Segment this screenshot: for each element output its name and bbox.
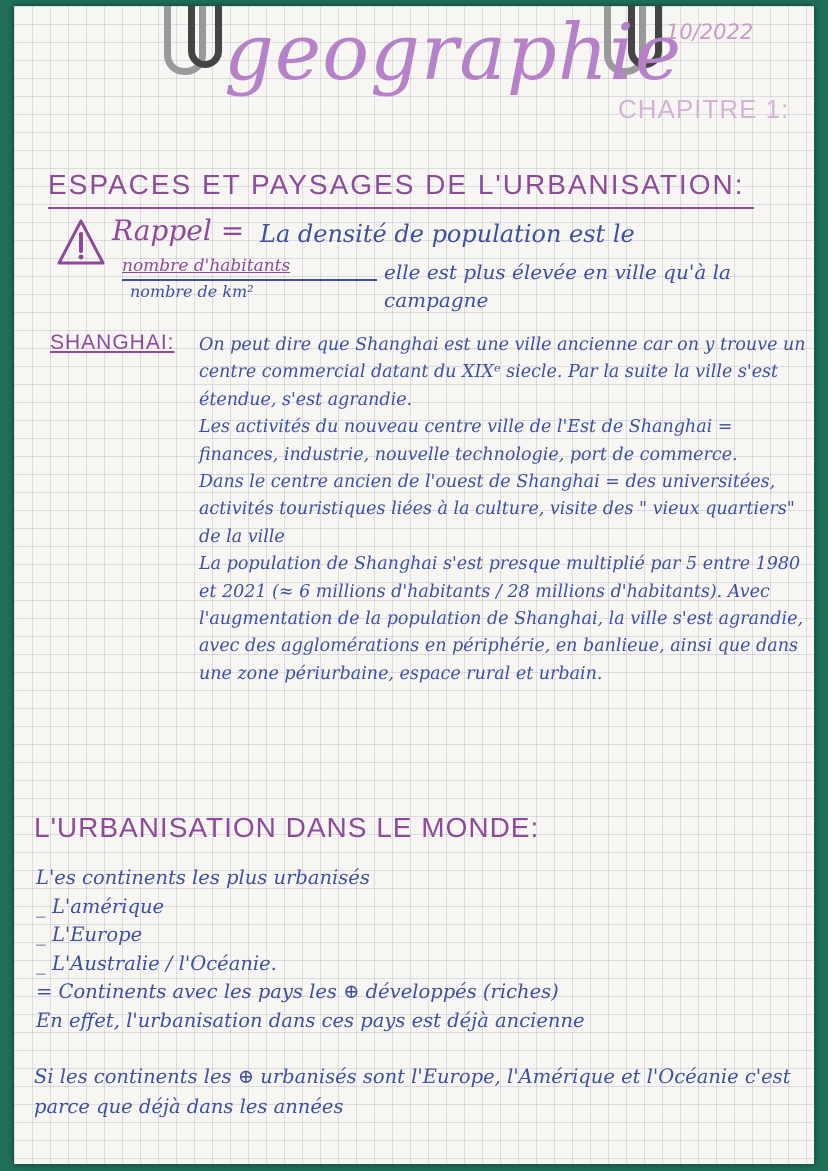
date: 10/2022 <box>666 20 754 44</box>
section-heading-urbanisation: ESPACES ET PAYSAGES DE L'URBANISATION: <box>48 169 745 200</box>
fraction-bar <box>122 279 377 281</box>
continents-conclusion: Si les continents les ⊕ urbanisés sont l'Europe, l'Amérique et l'Océanie c'est parce que déjà dans les années <box>34 1065 791 1118</box>
continents-list: L'es continents les plus urbanisés _ L'amérique _ L'Europe _ L'Australie / l'Océanie. = Continents avec les pays les ⊕ développés (riches) En effet, l'urbanisation dans ces pays est déjà ancienne <box>36 866 585 1032</box>
rappel-comparison: elle est plus élevée en ville qu'à la campagne <box>384 260 731 312</box>
section-heading-monde: L'URBANISATION DANS LE MONDE: <box>34 812 540 843</box>
heading-underline <box>48 207 754 209</box>
shanghai-paragraph: On peut dire que Shanghai est une ville ancienne car on y trouve un centre commercial datant du XIXᵉ siecle. Par la suite la ville s'est étendue, s'est agrandie. Les activités du nouveau centre ville de l'Est de Shanghai = finances, industrie, nouvelle technologie, port de commerce. Dans le centre ancien de l'ouest de Shanghai = des universitées, activités touristiques liées à la culture, visite des " vieux quartiers" de la ville La population de Shanghai s'est presque multiplié par 5 entre 1980 et 2021 (≈ 6 millions d'habitants / 28 millions d'habitants). Avec l'augmentation de la population de Shanghai, la ville s'est agrandie, avec des agglomérations en périphérie, en banlieue, ainsi que dans une zone périurbaine, espace rural et urbain. <box>199 335 806 684</box>
fraction-numerator: nombre d'habitants <box>122 256 291 276</box>
binder-ring-left-inner <box>188 6 222 68</box>
fraction-denominator: nombre de km² <box>130 282 254 301</box>
notebook-page <box>14 6 814 1164</box>
rappel-definition: La densité de population est le <box>260 220 635 248</box>
warning-triangle-icon <box>56 218 106 268</box>
rappel-label: Rappel = <box>112 214 245 247</box>
shanghai-label: SHANGHAI: <box>50 331 175 354</box>
chapter-label: CHAPITRE 1: <box>618 94 790 124</box>
page-title: geographie <box>224 8 683 98</box>
